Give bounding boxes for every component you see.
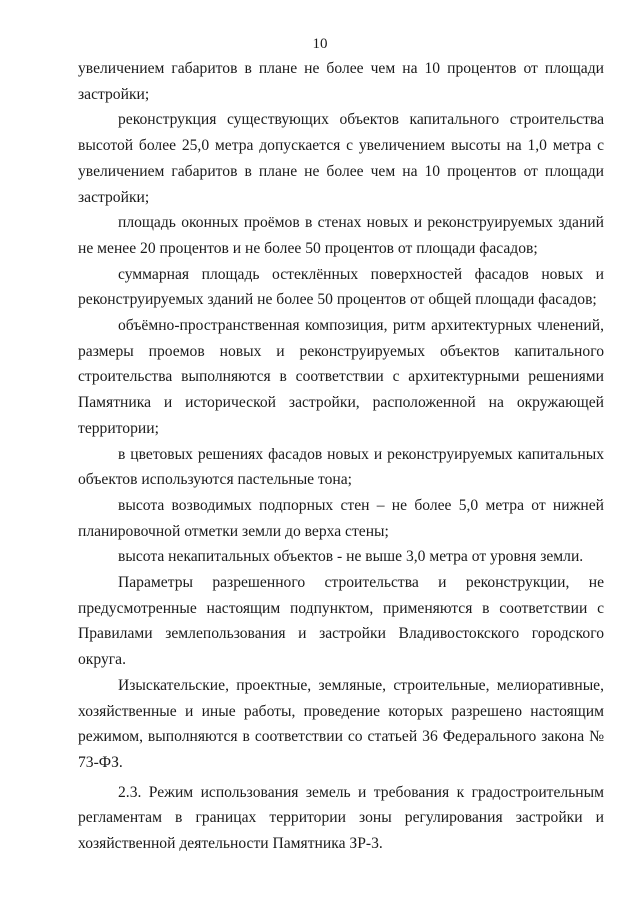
paragraph-continuation: увеличением габаритов в плане не более чем на 10 процентов от площади застройки; [78, 60, 604, 103]
paragraph-retaining-walls: высота возводимых подпорных стен – не более 5,0 метра от нижней планировочной отметки земли до верха стены; [78, 496, 604, 540]
paragraph-non-capital-height: высота некапитальных объектов - не выше 3,0 метра от уровня земли. [118, 548, 584, 566]
paragraph-color-solutions: в цветовых решениях фасадов новых и реконструируемых капитальных объектов используются пастельные тона; [78, 445, 604, 489]
paragraph-construction-parameters: Параметры разрешенного строительства и реконструкции, не предусмотренные настоящим подпунктом, применяются в соответствии с Правилами землепользования и застройки Владивостокского городского округа. [78, 574, 604, 669]
page-number: 10 [312, 36, 328, 52]
paragraph-reconstruction-height: реконструкция существующих объектов капитального строительства высотой более 25,0 метра допускается с увеличением высоты на 1,0 метра с увеличением габаритов в плане не более чем на 10 процентов от площади застройки; [78, 111, 604, 206]
paragraph-composition: объёмно-пространственная композиция, ритм архитектурных членений, размеры проемов новых и реконструируемых объектов капитального строительства выполняются в соответствии с архитектурными решениями Памятника и исторической застройки, расположенной на окружающей территории; [78, 317, 604, 437]
paragraph-window-area: площадь оконных проёмов в стенах новых и реконструируемых зданий не менее 20 процентов и не более 50 процентов от площади фасадов; [78, 214, 604, 257]
document-body [78, 56, 604, 857]
paragraph-glazed-surfaces: суммарная площадь остеклённых поверхностей фасадов новых и реконструируемых зданий не более 50 процентов от общей площади фасадов; [78, 265, 604, 309]
paragraph-section-2-3: 2.3. Режим использования земель и требования к градостроительным регламентам в границах территории зоны регулирования застройки и хозяйственной деятельности Памятника ЗР-3. [78, 783, 604, 853]
paragraph-survey-works: Изыскательские, проектные, земляные, строительные, мелиоративные, хозяйственные и иные работы, проведение которых разрешено настоящим режимом, выполняются в соответствии со статьей 36 Федерального закона № 73-ФЗ. [78, 676, 604, 771]
